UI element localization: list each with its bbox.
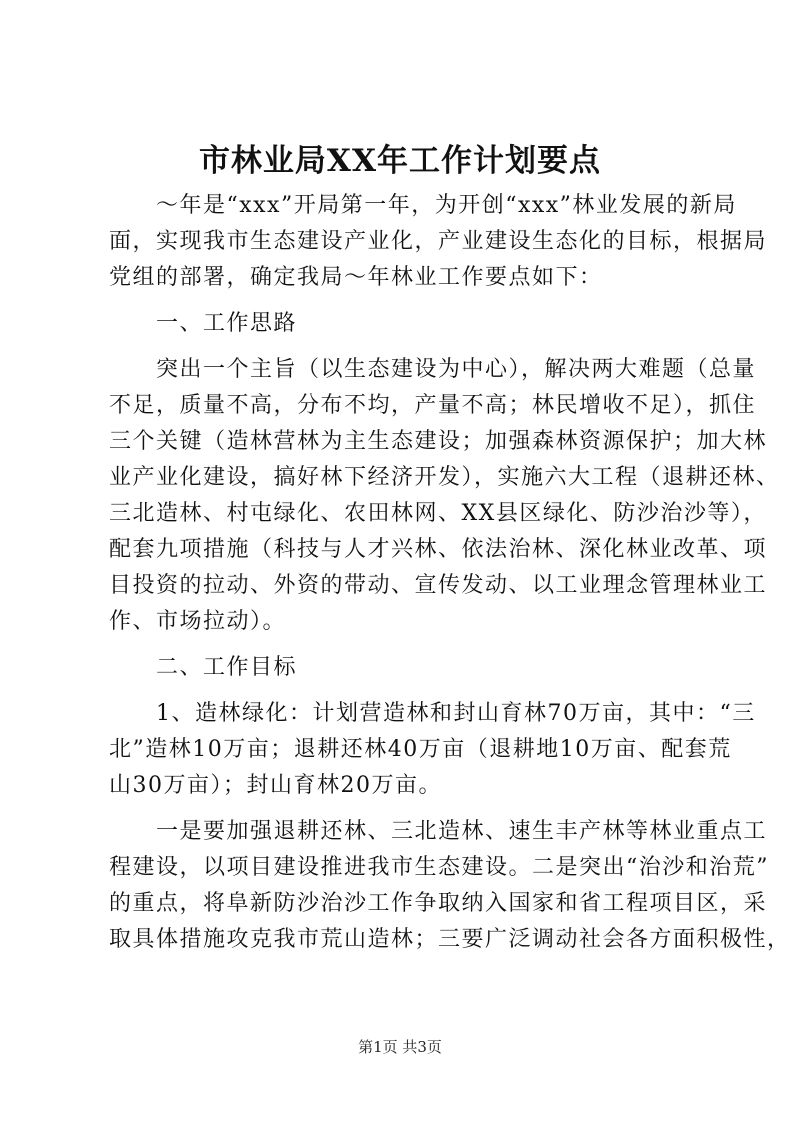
section1-line: 突出一个主旨（以生态建设为中心），解决两大难题（总量 [109, 357, 757, 382]
section1-line: 作、市场拉动）。 [109, 609, 287, 634]
paragraph-gap [109, 640, 699, 650]
item1-detail-line: 一是要加强退耕还林、三北造林、速生丰产林等林业重点工 [109, 819, 768, 844]
item1-line: 山30万亩）；封山育林20万亩。 [109, 773, 442, 798]
item1-paragraph [109, 696, 756, 804]
intro-line: 面，实现我市生态建设产业化，产业建设生态化的目标，根据局 [109, 229, 768, 254]
paragraph-gap [109, 686, 699, 696]
item1-detail-line: 程建设，以项目建设推进我市生态建设。二是突出“治沙和治荒” [109, 855, 769, 880]
section1-line: 三个关键（造林营林为主生态建设；加强森林资源保护；加大林 [109, 429, 768, 454]
item1-detail-line: 取具体措施攻克我市荒山造林；三要广泛调动社会各方面积极性， [109, 927, 791, 952]
intro-line: ～年是“xxx”开局第一年，为开创“xxx”林业发展的新局 [109, 193, 737, 218]
item1-line: 1、造林绿化：计划营造林和封山育林70万亩，其中：“三 [109, 701, 756, 726]
item1-line: 北”造林10万亩；退耕还林40万亩（退耕地10万亩、配套荒 [109, 737, 732, 762]
section1-line: 目投资的拉动、外资的带动、宣传发动、以工业理念管理林业工 [109, 573, 768, 598]
item1-detail-paragraph [109, 814, 791, 958]
section2-heading: 二、工作目标 [109, 655, 298, 680]
paragraph-gap [109, 804, 699, 814]
document-body [109, 188, 791, 958]
section1-paragraph [109, 352, 780, 640]
paragraph-gap [109, 296, 699, 306]
section1-heading: 一、工作思路 [109, 311, 298, 336]
item1-detail-line: 的重点，将阜新防沙治沙工作争取纳入国家和省工程项目区，采 [109, 891, 768, 916]
intro-paragraph [109, 188, 768, 296]
section1-line: 三北造林、村屯绿化、农田林网、XX县区绿化、防沙治沙等）， [109, 501, 767, 526]
section1-line: 不足，质量不高，分布不均，产量不高；林民增收不足），抓住 [109, 393, 757, 418]
intro-line: 党组的部署，确定我局～年林业工作要点如下： [109, 265, 603, 290]
page-number-footer: 第1页 共3页 [358, 1038, 442, 1056]
section1-line: 业产业化建设，搞好林下经济开发），实施六大工程（退耕还林、 [109, 465, 780, 490]
section1-line: 配套九项措施（科技与人才兴林、依法治林、深化林业改革、项 [109, 537, 768, 562]
document-title: 市林业局XX年工作计划要点 [198, 143, 602, 179]
paragraph-gap [109, 342, 699, 352]
